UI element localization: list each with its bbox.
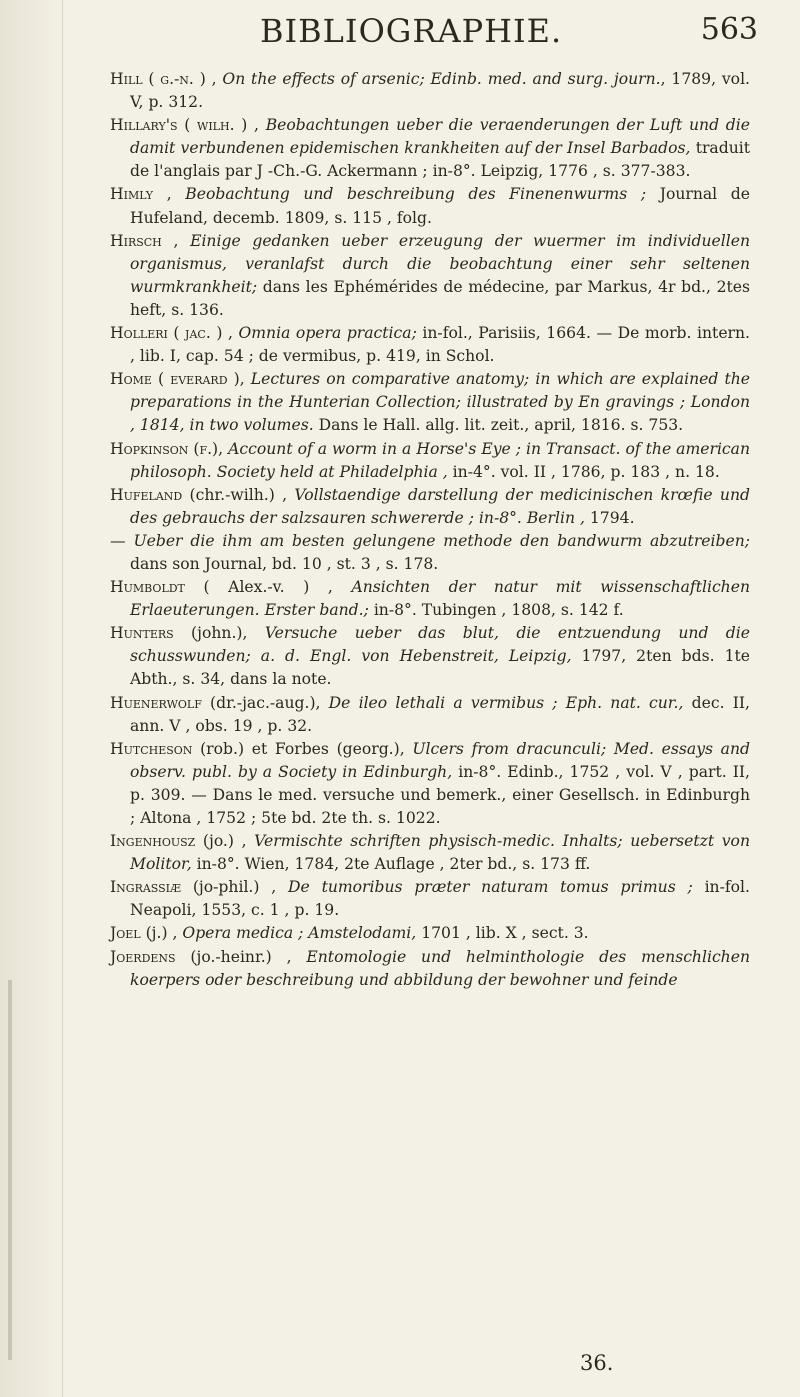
work-title: Omnia opera practica; [238,324,417,343]
page-binding-edge [0,0,63,1397]
bibliography-entry [110,830,750,876]
entry-details: Dans le Hall. allg. lit. zeit., april, 1816. s. 753. [313,416,684,435]
entry-details: Journal de Hufeland, decemb. 1809, s. 115 , folg. [130,185,750,227]
work-title: Account of a worm in a Horse's Eye ; in Transact. of the american philosoph. Society held at Philadelphia , [130,439,751,481]
work-title: Vollstaendige darstellung der medicinischen krœfie und des gebrauchs der salzsauren schwererde ; in-8°. Berlin , [130,485,750,527]
bibliography-entry [110,68,750,114]
author-name: Joel [110,924,141,943]
work-title: De ileo lethali a vermibus ; Eph. nat. cur., [328,693,684,712]
entry-prefix: (rob.) et Forbes (georg.), [192,739,413,758]
entry-prefix: (dr.-jac.-aug.), [201,693,329,712]
entry-details: in-8°. Tubingen , 1808, s. 142 f. [368,601,624,620]
entry-prefix: , [153,185,186,204]
author-name: Hutcheson [110,739,193,758]
author-name: Huenerwolf [110,693,202,712]
entry-details: 1701 , lib. X , sect. 3. [416,924,589,943]
entry-prefix: , [222,324,239,343]
work-title: On the effects of arsenic; Edinb. med. and surg. journ. [222,70,661,88]
entry-details: 1797, 2ten bds. 1te Abth., s. 34, dans la note. [130,647,750,689]
entry-details: in-8°. Edinb., 1752 , vol. V , part. II, p. 309. — Dans le med. versuche und bemerk., einer Gesellsch. in Edinburgh ; Altona , 1752 ; 5te bd. 2te th. s. 1022. [130,762,750,827]
entry-details: in-8°. Wien, 1784, 2te Auflage , 2ter bd., s. 173 ff. [191,855,591,874]
author-name: Humboldt [110,578,185,597]
author-name: Hillary's ( wilh. ) [110,116,248,135]
work-title: Beobachtung und beschreibung des Finenenwurms ; [185,185,647,204]
entry-prefix: (j.) , [140,924,183,943]
bibliography-entry [110,946,750,992]
entry-details: dec. II, ann. V , obs. 19 , p. 32. [130,693,750,735]
work-title: Ansichten der natur mit wissenschaftlichen Erlaeuterungen. Erster band.; [130,578,750,620]
bibliography-entry [110,183,750,229]
entry-prefix: , [247,116,266,135]
work-title: Einige gedanken ueber erzeugung der wuermer im individuellen organismus, veranlafst durch die beobachtung einer sehr seltenen wurmkrankheit; [130,231,750,296]
work-title: Beobachtungen ueber die veraenderungen der Luft und die damit verbundenen epidemischen krankheiten auf der Insel Barbados, [130,116,750,158]
author-name: Hufeland [110,485,183,504]
work-title: Vermischte schriften physisch-medic. Inhalts; uebersetzt von Molitor, [130,832,750,874]
entry-prefix: ( Alex.-v. ) , [184,578,352,597]
entry-prefix: , [205,70,223,88]
bibliography-entry [110,368,750,437]
entry-details: in-4°. vol. II , 1786, p. 183 , n. 18. [447,462,720,481]
author-name: Hunters [110,624,174,643]
author-name: Holleri ( jac. ) [110,324,223,343]
work-title: Entomologie und helminthologie des menschlichen koerpers oder beschreibung und abbildung der bewohner und feinde [130,947,750,989]
page-number: 563 [700,12,758,47]
bibliography-entry [110,576,750,622]
entry-prefix: (jo-phil.) , [181,878,289,897]
entry-prefix: (jo.-heinr.) , [175,947,307,966]
work-title: De tumoribus præter naturam tomus primus ; [288,878,693,897]
entry-prefix: (chr.-wilh.) , [182,485,295,504]
bibliography-entry [110,922,750,945]
bibliography-list [110,68,750,992]
author-name: Hill ( g.-n. ) [110,70,206,88]
work-title: Versuche ueber das blut, die entzuendung und die schusswunden; a. d. Engl. von Hebenstreit, Leipzig, [130,624,751,666]
entry-prefix: (jo.) , [195,832,255,851]
entry-details: dans les Ephémérides de médecine, par Markus, 4r bd., 2tes heft, s. 136. [130,277,750,319]
author-name: Hopkinson (f.) [110,439,219,458]
author-name: Himly [110,185,154,204]
work-title: Lectures on comparative anatomy; in which are explained the preparations in the Hunterian Collection; illustrated by En gravings ; London , 1814, in two volumes. [130,370,750,435]
work-title: Ulcers from dracunculi; Med. essays and observ. publ. by a Society in Edinburgh, [130,739,750,781]
entry-prefix: , [161,231,191,250]
bibliography-entry [110,738,750,830]
work-title: Opera medica ; Amstelodami, [182,924,417,943]
bibliography-entry [110,530,750,576]
bibliography-entry [110,692,750,738]
entry-prefix: — [110,531,134,550]
author-name: Ingenhousz [110,832,196,851]
running-title: BIBLIOGRAPHIE. [260,12,563,50]
author-name: Ingrassiæ [110,878,182,897]
entry-details: in-fol., Parisiis, 1664. — De morb. intern. , lib. I, cap. 54 ; de vermibus, p. 419, in Schol. [130,324,751,366]
bibliography-entry [110,114,750,183]
entry-details: , 1789, vol. V, p. 312. [130,70,751,112]
entry-details: traduit de l'anglais par J -Ch.-G. Ackermann ; in-8°. Leipzig, 1776 , s. 377-383. [130,139,750,181]
entry-details: 1794. [584,508,635,527]
author-name: Hirsch [110,231,162,250]
bibliography-entry [110,322,750,368]
bibliography-entry [110,876,750,922]
bibliography-entry [110,622,750,691]
entry-details: in-fol. Neapoli, 1553, c. 1 , p. 19. [130,878,750,920]
work-title: Ueber die ihm am besten gelungene methode den bandwurm abzutreiben; [133,531,750,550]
entry-prefix: (john.), [173,624,265,643]
entry-prefix: , [239,370,251,389]
author-name: Joerdens [110,947,176,966]
bibliography-entry [110,230,750,322]
entry-prefix: , [218,439,229,458]
bibliography-entry [110,438,750,484]
bibliography-entry [110,484,750,530]
author-name: Home ( everard ) [110,370,240,389]
page-header [110,8,760,58]
entry-details: dans son Journal, bd. 10 , st. 3 , s. 178. [130,554,439,573]
signature-mark: 36. [580,1351,614,1375]
